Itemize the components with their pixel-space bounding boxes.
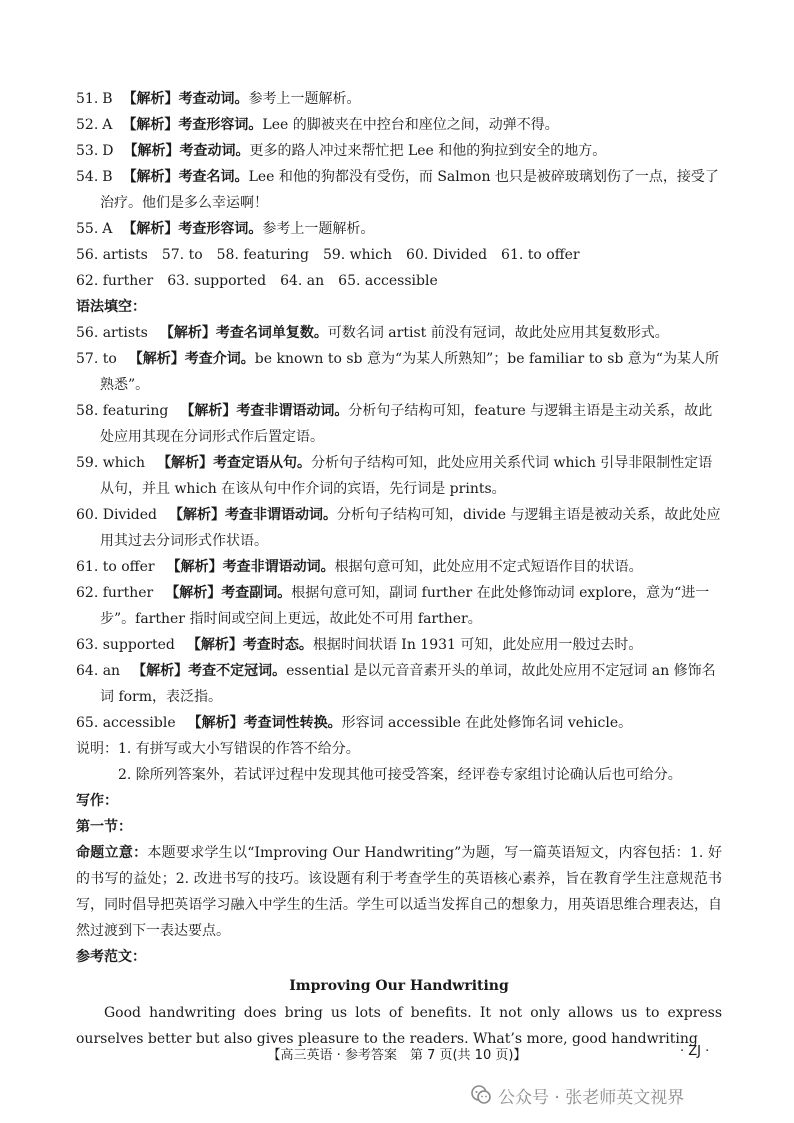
item-number: 63. supported [76, 637, 175, 653]
wechat-icon [470, 1084, 492, 1106]
answer-entry: 56. artists [76, 247, 148, 263]
watermark [470, 1082, 684, 1108]
grammar-item [76, 658, 722, 710]
analysis-topic: 考查名词。 [178, 169, 249, 185]
analysis-topic: 考查词性转换。 [243, 715, 342, 731]
item-number: 59. which [76, 455, 146, 471]
intent-paragraph [76, 840, 722, 944]
item-number: 51. [76, 91, 99, 107]
analysis-text: 根据时间状语 In 1931 可知，此处应用一般过去时。 [312, 637, 643, 653]
answer-entry: 60. Divided [406, 247, 488, 263]
analysis-text: 根据句意可知，副词 further 在此处修饰动词 explore，意为“进一步”。farther 指时间或空间上更远，故此处不可用 farther。 [100, 585, 710, 627]
analysis-tag: 【解析】 [159, 325, 216, 341]
mc-item [76, 164, 722, 216]
analysis-text: Lee 和他的狗都没有受伤，而 Salmon 也只是被碎玻璃划伤了一点，接受了治疗。他们是多么幸运啊！ [100, 169, 719, 211]
analysis-tag: 【解析】 [187, 715, 244, 731]
note-1: 说明：1. 有拼写或大小写错误的作答不给分。 [76, 741, 360, 757]
analysis-text: 参考上一题解析。 [262, 221, 375, 237]
analysis-topic: 考查非谓语动词。 [236, 403, 349, 419]
mc-item [76, 86, 722, 112]
intent-label: 命题立意： [76, 845, 148, 861]
analysis-tag: 【解析】 [122, 221, 179, 237]
multiple-choice-answers [76, 86, 722, 242]
analysis-text: be known to sb 意为“为某人所熟知”；be familiar to sb 意为“为某人所熟悉”。 [100, 351, 719, 393]
grammar-item [76, 632, 722, 658]
item-number: 60. Divided [76, 507, 158, 523]
essay-text: Good handwriting does bring us lots of benefits. It not only allows us to express ourselves better but also gives pleasure to the readers. What’s more, good handwriting [76, 1005, 722, 1047]
analysis-text: 更多的路人冲过来帮忙把 Lee 和他的狗拉到安全的地方。 [249, 143, 607, 159]
mc-item [76, 138, 722, 164]
grammar-item [76, 450, 722, 502]
item-number: 56. artists [76, 325, 148, 341]
analysis-tag: 【解析】 [132, 663, 189, 679]
analysis-topic: 考查动词。 [178, 91, 249, 107]
analysis-topic: 考查非谓语动词。 [222, 559, 335, 575]
answer-entry: 57. to [161, 247, 203, 263]
analysis-tag: 【解析】 [169, 507, 226, 523]
answer-entry: 62. further [76, 273, 154, 289]
analysis-topic: 考查名词单复数。 [215, 325, 328, 341]
answer-entry: 63. supported [167, 273, 267, 289]
grammar-explanations [76, 320, 722, 736]
analysis-text: 分析句子结构可知，此处应用关系代词 which 引导非限制性定语从句，并且 which 在该从句中作介词的宾语，先行词是 prints。 [100, 455, 713, 497]
analysis-tag: 【解析】 [128, 351, 185, 367]
footer-page-info: 【高三英语 · 参考答案 第 7 页(共 10 页)】 [267, 1048, 527, 1063]
answers-row-1 [76, 242, 722, 268]
analysis-tag: 【解析】 [122, 169, 179, 185]
analysis-topic: 考查时态。 [242, 637, 313, 653]
grammar-item [76, 398, 722, 450]
item-answer: B [102, 169, 113, 185]
analysis-text: 分析句子结构可知，divide 与逻辑主语是被动关系，故此处应用其过去分词形式作状语。 [100, 507, 721, 549]
item-number: 62. further [76, 585, 154, 601]
grammar-item [76, 320, 722, 346]
grammar-item [76, 710, 722, 736]
section1-heading: 第一节： [76, 819, 132, 835]
analysis-topic: 考查介词。 [184, 351, 255, 367]
grammar-item [76, 346, 722, 398]
note-2: 2. 除所列答案外，若试评过程中发现其他可接受答案，经评卷专家组讨论确认后也可给分。 [118, 767, 682, 783]
mc-item [76, 216, 722, 242]
answer-entry: 58. featuring [216, 247, 309, 263]
item-answer: A [102, 221, 113, 237]
intent-text: 本题要求学生以“Improving Our Handwriting”为题，写一篇英语短文，内容包括：1. 好的书写的益处；2. 改进书写的技巧。该设题有利于考查学生的英语核心素养，旨在教育学生注意规范书写，同时倡导把英语学习融入中学生的生活。学生可以适当发挥自己的想象力，用英语思维合理表达，自然过渡到下一表达要点。 [76, 845, 723, 939]
analysis-tag: 【解析】 [157, 455, 214, 471]
analysis-text: 可数名词 artist 前没有冠词，故此处应用其复数形式。 [327, 325, 669, 341]
answer-entry: 59. which [322, 247, 393, 263]
answers-row-2 [76, 268, 722, 294]
analysis-tag: 【解析】 [166, 559, 223, 575]
page-footer [0, 1044, 794, 1064]
answer-page [76, 86, 722, 1052]
item-number: 53. [76, 143, 99, 159]
analysis-text: 分析句子结构可知，feature 与逻辑主语是主动关系，故此处应用其现在分词形式作后置定语。 [100, 403, 713, 445]
analysis-text: 形容词 accessible 在此处修饰名词 vehicle。 [341, 715, 633, 731]
analysis-tag: 【解析】 [165, 585, 222, 601]
item-number: 52. [76, 117, 99, 133]
analysis-text: 参考上一题解析。 [248, 91, 361, 107]
analysis-text: 根据句意可知，此处应用不定式短语作目的状语。 [334, 559, 643, 575]
item-answer: A [102, 117, 113, 133]
writing-heading: 写作： [76, 793, 118, 809]
analysis-tag: 【解析】 [122, 117, 179, 133]
mc-item [76, 112, 722, 138]
grammar-item [76, 580, 722, 632]
analysis-text: Lee 的脚被夹在中控台和座位之间，动弹不得。 [262, 117, 559, 133]
grammar-item [76, 502, 722, 554]
item-number: 58. featuring [76, 403, 169, 419]
item-number: 57. to [76, 351, 117, 367]
essay-title: Improving Our Handwriting [289, 978, 509, 994]
analysis-tag: 【解析】 [122, 91, 179, 107]
analysis-tag: 【解析】 [123, 143, 180, 159]
item-answer: D [102, 143, 114, 159]
item-answer: B [102, 91, 113, 107]
analysis-text: essential 是以元音音素开头的单词，故此处应用不定冠词 an 修饰名词 form，表泛指。 [100, 663, 716, 705]
grammar-item [76, 554, 722, 580]
answer-entry: 65. accessible [338, 273, 438, 289]
item-number: 54. [76, 169, 99, 185]
watermark-text: 公众号 · 张老师英文视界 [498, 1087, 685, 1108]
item-number: 61. to offer [76, 559, 155, 575]
analysis-topic: 考查定语从句。 [213, 455, 312, 471]
item-number: 64. an [76, 663, 121, 679]
footer-code: · ZJ · [680, 1044, 710, 1059]
analysis-tag: 【解析】 [186, 637, 243, 653]
answer-entry: 61. to offer [501, 247, 580, 263]
grammar-heading: 语法填空： [76, 299, 146, 315]
analysis-topic: 考查非谓语动词。 [225, 507, 338, 523]
analysis-topic: 考查不定冠词。 [188, 663, 287, 679]
analysis-tag: 【解析】 [180, 403, 237, 419]
item-number: 65. accessible [76, 715, 176, 731]
analysis-topic: 考查形容词。 [178, 117, 263, 133]
item-number: 55. [76, 221, 99, 237]
analysis-topic: 考查动词。 [179, 143, 250, 159]
answer-entry: 64. an [280, 273, 325, 289]
analysis-topic: 考查副词。 [221, 585, 292, 601]
analysis-topic: 考查形容词。 [178, 221, 263, 237]
sample-heading: 参考范文： [76, 949, 146, 965]
